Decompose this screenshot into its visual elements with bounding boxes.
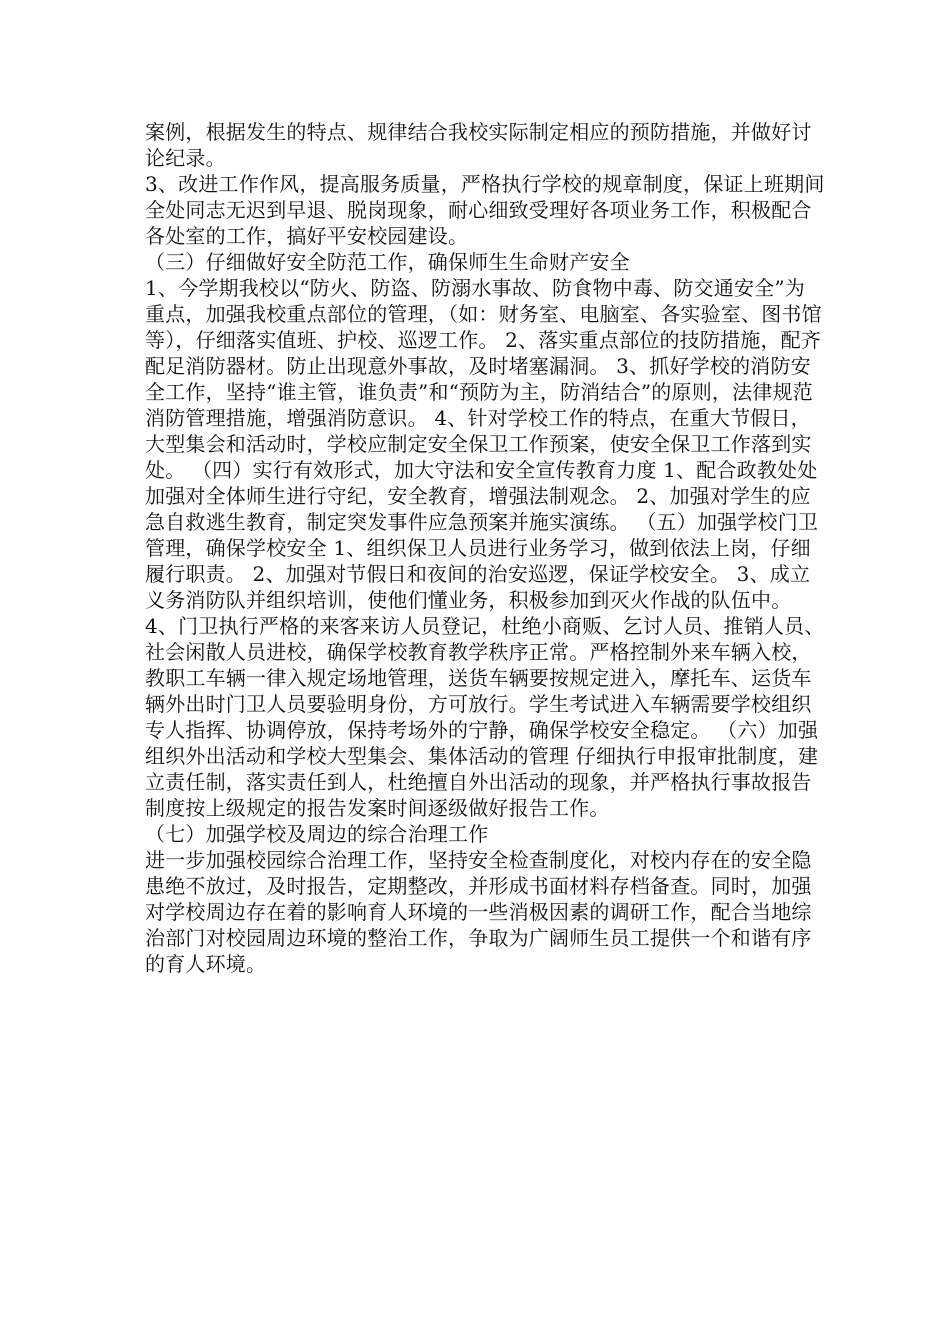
paragraph-comprehensive-governance: 进一步加强校园综合治理工作，坚持安全检查制度化，对校内存在的安全隐患绝不放过，及时报告，定期整改，并形成书面材料存档备查。同时，加强对学校周边存在着的影响育人环境的一些消极因素的调研工作，配合当地综治部门对校园周边环境的整治工作，争取为广阔师生员工提供一个和谐有序的育人环境。 bbox=[145, 848, 812, 976]
paragraph-safety-measures: 1、今学期我校以“防火、防盗、防溺水事故、防食物中毒、防交通安全”为重点，加强我校重点部位的管理，（如：财务室、电脑室、各实验室、图书馆等），仔细落实值班、护校、巡逻工作。 2、落实重点部位的技防措施，配齐配足消防器材。防止出现意外事故，及时堵塞漏洞。 3、抓好学校的消防安全工作，坚持“谁主管，谁负责”和“预防为主，防消结合”的原则，法律规范消防管理措施，增强消防意识。 4、针对学校工作的特点，在重大节假日，大型集会和活动时，学校应制定安全保卫工作预案，使安全保卫工作落到实处。 （四）实行有效形式，加大守法和安全宣传教育力度 1、配合政教处处加强对全体师生进行守纪，安全教育，增强法制观念。 2、加强对学生的应急自救逃生教育，制定突发事件应急预案并施实演练。 （五）加强学校门卫管理，确保学校安全 1、组织保卫人员进行业务学习，做到依法上岗，仔细履行职责。 2、加强对节假日和夜间的治安巡逻，保证学校安全。 3、成立义务消防队并组织培训，使他们懂业务，积极参加到灭火作战的队伍中。 4、门卫执行严格的来客来访人员登记，杜绝小商贩、乞讨人员、推销人员、社会闲散人员进校，确保学校教育教学秩序正常。严格控制外来车辆入校，教职工车辆一律入规定场地管理，送货车辆要按规定进入，摩托车、运货车辆外出时门卫人员要验明身份，方可放行。学生考试进入车辆需要学校组织专人指挥、协调停放，保持考场外的宁静，确保学校安全稳定。 （六）加强组织外出活动和学校大型集会、集体活动的管理 仔细执行申报审批制度，建立责任制，落实责任到人，杜绝擅自外出活动的现象，并严格执行事故报告制度按上级规定的报告发案时间逐级做好报告工作。 bbox=[145, 276, 825, 820]
document-body bbox=[145, 119, 825, 977]
paragraph-work-style: 3、改进工作作风，提高服务质量，严格执行学校的规章制度，保证上班期间全处同志无迟到早退、脱岗现象，耐心细致受理好各项业务工作，积极配合各处室的工作，搞好平安校园建设。 bbox=[145, 172, 825, 248]
heading-section-seven: （七）加强学校及周边的综合治理工作 bbox=[145, 822, 489, 846]
heading-section-three: （三）仔细做好安全防范工作，确保师生生命财产安全 bbox=[145, 250, 630, 274]
paragraph-case-study: 案例，根据发生的特点、规律结合我校实际制定相应的预防措施，并做好讨论纪录。 bbox=[145, 120, 812, 170]
